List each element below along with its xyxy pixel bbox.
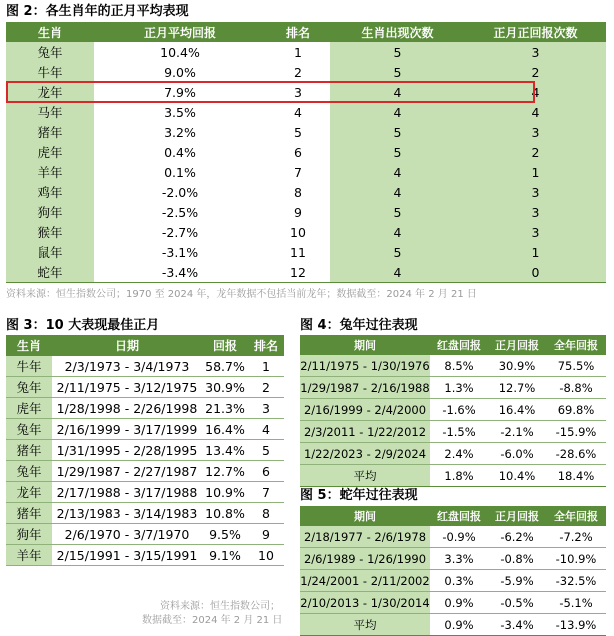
summary-cell: 18.4% xyxy=(546,465,606,487)
table-cell: 2/18/1977 - 2/6/1978 xyxy=(300,526,430,548)
table-row xyxy=(6,242,606,262)
table-row xyxy=(6,461,284,482)
fig5-header-cell: 全年回报 xyxy=(546,506,606,526)
table-cell: 兔年 xyxy=(6,461,52,482)
table-cell: 9.5% xyxy=(202,524,248,545)
table-cell: 龙年 xyxy=(6,82,94,102)
table-cell: 2/10/2013 - 1/30/2014 xyxy=(300,592,430,614)
table-row xyxy=(6,202,606,222)
table-cell: 羊年 xyxy=(6,162,94,182)
table-row xyxy=(6,377,284,398)
table-cell: 0 xyxy=(465,262,606,283)
table-cell: 2/6/1989 - 1/26/1990 xyxy=(300,548,430,570)
table-cell: 9.0% xyxy=(164,64,196,80)
table-cell: 58.7% xyxy=(202,356,248,377)
table-row xyxy=(300,399,606,421)
fig5-title: 图 5：蛇年过往表现 xyxy=(300,488,418,503)
table-cell: 0.9% xyxy=(430,592,488,614)
table-cell: 10.8% xyxy=(202,503,248,524)
table-cell: 1/22/2023 - 2/9/2024 xyxy=(300,443,430,465)
summary-cell: 1.8% xyxy=(430,465,488,487)
summary-cell: -3.4% xyxy=(488,614,546,636)
table-cell: 羊年 xyxy=(6,545,52,566)
table-cell: 5 xyxy=(330,202,465,222)
table-cell: -5.1% xyxy=(546,592,606,614)
table-cell: 4 xyxy=(465,102,606,122)
fig4-header-cell: 期间 xyxy=(300,335,430,355)
table-cell: 10 xyxy=(248,545,284,566)
table-row xyxy=(300,421,606,443)
table-cell: 1/29/1987 - 2/16/1988 xyxy=(300,377,430,399)
table-row xyxy=(6,482,284,503)
fig3-title: 图 3：10 大表现最佳正月 xyxy=(6,318,160,333)
table-cell: 4 xyxy=(330,182,465,202)
table-cell: 1/24/2001 - 2/11/2002 xyxy=(300,570,430,592)
table-cell: 4 xyxy=(330,262,465,283)
fig2-header-cell: 排名 xyxy=(266,22,330,42)
table-cell: 2/11/1975 - 3/12/1975 xyxy=(52,377,202,398)
table-cell: 2 xyxy=(294,64,302,80)
table-cell: 兔年 xyxy=(6,377,52,398)
fig3-source-line1: 资料来源：恒生指数公司； xyxy=(160,601,280,612)
table-cell: 7.9% xyxy=(164,84,196,100)
table-cell: 3 xyxy=(465,42,606,62)
table-cell: 5 xyxy=(248,440,284,461)
table-cell: 2/16/1999 - 2/4/2000 xyxy=(300,399,430,421)
table-cell: -1.5% xyxy=(430,421,488,443)
table-cell: 马年 xyxy=(6,102,94,122)
table-row xyxy=(6,142,606,162)
summary-cell: 10.4% xyxy=(488,465,546,487)
table-cell: 10.9% xyxy=(202,482,248,503)
fig3-table xyxy=(6,335,284,566)
table-cell: -1.6% xyxy=(430,399,488,421)
table-cell: 9 xyxy=(294,204,302,220)
table-cell: -2.1% xyxy=(488,421,546,443)
table-cell: 16.4% xyxy=(202,419,248,440)
table-row xyxy=(6,503,284,524)
table-row xyxy=(6,82,606,102)
table-cell: 1/28/1998 - 2/26/1998 xyxy=(52,398,202,419)
summary-cell: -13.9% xyxy=(546,614,606,636)
fig4-header-cell: 全年回报 xyxy=(546,335,606,355)
table-cell: -2.7% xyxy=(161,224,199,240)
table-row xyxy=(300,377,606,399)
table-cell: -0.9% xyxy=(430,526,488,548)
table-cell: 猪年 xyxy=(6,503,52,524)
table-row xyxy=(6,42,606,62)
table-cell: 6 xyxy=(294,144,302,160)
table-cell: 2/3/2011 - 1/22/2012 xyxy=(300,421,430,443)
fig3-header-cell: 生肖 xyxy=(6,335,52,356)
table-cell: 0.1% xyxy=(164,164,196,180)
table-cell: 2/17/1988 - 3/17/1988 xyxy=(52,482,202,503)
table-cell: 3 xyxy=(465,222,606,242)
table-cell: 5 xyxy=(330,242,465,262)
fig5-header-cell: 正月回报 xyxy=(488,506,546,526)
table-cell: 狗年 xyxy=(6,524,52,545)
fig2-source-note: 资料来源：恒生指数公司；1970 至 2024 年，龙年数据不包括当前龙年；数据截至：2024 年 2 月 21 日 xyxy=(6,289,477,300)
table-cell: 3.3% xyxy=(430,548,488,570)
table-row xyxy=(6,440,284,461)
table-cell: 2 xyxy=(465,142,606,162)
table-cell: -0.5% xyxy=(488,592,546,614)
table-cell: 4 xyxy=(465,82,606,102)
table-cell: 2/16/1999 - 3/17/1999 xyxy=(52,419,202,440)
fig3-header-cell: 日期 xyxy=(52,335,202,356)
fig4-header-cell: 正月回报 xyxy=(488,335,546,355)
table-cell: -32.5% xyxy=(546,570,606,592)
table-cell: 牛年 xyxy=(6,356,52,377)
fig2-table xyxy=(6,22,606,283)
table-cell: 1/29/1987 - 2/27/1987 xyxy=(52,461,202,482)
table-cell: 7 xyxy=(294,164,302,180)
table-row xyxy=(6,398,284,419)
table-cell: 1.3% xyxy=(430,377,488,399)
table-cell: 2/6/1970 - 3/7/1970 xyxy=(52,524,202,545)
table-cell: 10 xyxy=(290,224,306,240)
table-cell: 1 xyxy=(465,162,606,182)
table-cell: 11 xyxy=(290,244,306,260)
summary-cell: 平均 xyxy=(300,465,430,487)
table-cell: -6.2% xyxy=(488,526,546,548)
table-cell: 5 xyxy=(330,122,465,142)
fig4-title: 图 4：兔年过往表现 xyxy=(300,318,418,333)
table-cell: 2/11/1975 - 1/30/1976 xyxy=(300,355,430,377)
table-cell: -6.0% xyxy=(488,443,546,465)
fig5-table xyxy=(300,506,606,636)
table-cell: 9 xyxy=(248,524,284,545)
summary-row xyxy=(300,465,606,487)
fig2-header-row xyxy=(6,22,606,42)
table-cell: 龙年 xyxy=(6,482,52,503)
table-cell: -0.8% xyxy=(488,548,546,570)
table-row xyxy=(6,524,284,545)
table-cell: 1/31/1995 - 2/28/1995 xyxy=(52,440,202,461)
table-cell: 3 xyxy=(465,202,606,222)
table-cell: 5 xyxy=(330,42,465,62)
fig5-header-cell: 期间 xyxy=(300,506,430,526)
table-cell: -5.9% xyxy=(488,570,546,592)
fig2-header-cell: 生肖出现次数 xyxy=(330,22,465,42)
table-cell: 蛇年 xyxy=(6,262,94,283)
table-cell: 猴年 xyxy=(6,222,94,242)
fig4-header-row xyxy=(300,335,606,355)
table-cell: 0.4% xyxy=(164,144,196,160)
table-cell: 2/15/1991 - 3/15/1991 xyxy=(52,545,202,566)
table-cell: -10.9% xyxy=(546,548,606,570)
table-cell: -8.8% xyxy=(546,377,606,399)
table-cell: 4 xyxy=(330,162,465,182)
table-row xyxy=(6,182,606,202)
table-cell: 4 xyxy=(294,104,302,120)
table-cell: -3.1% xyxy=(161,244,199,260)
table-cell: 7 xyxy=(248,482,284,503)
fig3-header-row xyxy=(6,335,284,356)
table-row xyxy=(6,419,284,440)
table-cell: 3.5% xyxy=(164,104,196,120)
table-cell: 5 xyxy=(330,62,465,82)
fig2-header-cell: 生肖 xyxy=(6,22,94,42)
table-cell: 5 xyxy=(330,142,465,162)
table-cell: 3 xyxy=(294,84,302,100)
table-cell: 2/13/1983 - 3/14/1983 xyxy=(52,503,202,524)
summary-cell: 平均 xyxy=(300,614,430,636)
table-cell: -15.9% xyxy=(546,421,606,443)
table-row xyxy=(300,592,606,614)
table-cell: -3.4% xyxy=(94,262,266,283)
table-cell: 16.4% xyxy=(488,399,546,421)
table-row xyxy=(6,122,606,142)
table-cell: 12 xyxy=(266,262,330,283)
table-cell: 30.9% xyxy=(202,377,248,398)
table-cell: 6 xyxy=(248,461,284,482)
summary-row xyxy=(300,614,606,636)
fig5-header-cell: 红盘回报 xyxy=(430,506,488,526)
table-row xyxy=(6,356,284,377)
table-cell: 30.9% xyxy=(488,355,546,377)
table-row xyxy=(300,548,606,570)
table-cell: 虎年 xyxy=(6,142,94,162)
table-cell: 9.1% xyxy=(202,545,248,566)
table-row xyxy=(300,570,606,592)
fig2-header-cell: 正月正回报次数 xyxy=(465,22,606,42)
table-cell: 5 xyxy=(294,124,302,140)
table-cell: 2 xyxy=(465,62,606,82)
table-row xyxy=(300,443,606,465)
table-cell: -28.6% xyxy=(546,443,606,465)
table-cell: 10.4% xyxy=(160,44,200,60)
fig4-table xyxy=(300,335,606,487)
table-cell: 2/3/1973 - 3/4/1973 xyxy=(52,356,202,377)
fig3-header-cell: 回报 xyxy=(202,335,248,356)
summary-cell: 0.9% xyxy=(430,614,488,636)
table-cell: 虎年 xyxy=(6,398,52,419)
table-cell: 3.2% xyxy=(164,124,196,140)
table-cell: 1 xyxy=(294,44,302,60)
table-cell: 1 xyxy=(465,242,606,262)
table-row xyxy=(6,262,606,283)
fig4-header-cell: 红盘回报 xyxy=(430,335,488,355)
table-cell: 4 xyxy=(330,102,465,122)
table-cell: 4 xyxy=(330,222,465,242)
table-cell: 13.4% xyxy=(202,440,248,461)
table-row xyxy=(6,545,284,566)
table-cell: 猪年 xyxy=(6,122,94,142)
table-cell: 狗年 xyxy=(6,202,94,222)
table-cell: 3 xyxy=(465,182,606,202)
table-cell: 12.7% xyxy=(202,461,248,482)
fig3-source-line2: 数据截至：2024 年 2 月 21 日 xyxy=(142,615,283,626)
table-cell: 8 xyxy=(294,184,302,200)
table-cell: 69.8% xyxy=(546,399,606,421)
table-cell: 21.3% xyxy=(202,398,248,419)
table-cell: 8 xyxy=(248,503,284,524)
table-cell: 牛年 xyxy=(6,62,94,82)
table-cell: 3 xyxy=(465,122,606,142)
fig2-header-cell: 正月平均回报 xyxy=(94,22,266,42)
table-cell: 鸡年 xyxy=(6,182,94,202)
table-row xyxy=(300,355,606,377)
fig3-header-cell: 排名 xyxy=(248,335,284,356)
table-cell: -7.2% xyxy=(546,526,606,548)
table-row xyxy=(6,162,606,182)
table-cell: -2.0% xyxy=(161,184,199,200)
table-cell: 3 xyxy=(248,398,284,419)
table-cell: 兔年 xyxy=(6,419,52,440)
table-cell: 12.7% xyxy=(488,377,546,399)
table-row xyxy=(6,222,606,242)
table-cell: 猪年 xyxy=(6,440,52,461)
table-cell: 4 xyxy=(248,419,284,440)
table-cell: 2 xyxy=(248,377,284,398)
fig2-title: 图 2：各生肖年的正月平均表现 xyxy=(6,4,189,19)
table-cell: 8.5% xyxy=(430,355,488,377)
table-row xyxy=(300,526,606,548)
table-cell: 1 xyxy=(248,356,284,377)
table-cell: 0.3% xyxy=(430,570,488,592)
table-cell: -2.5% xyxy=(161,204,199,220)
table-cell: 75.5% xyxy=(546,355,606,377)
table-cell: 兔年 xyxy=(6,42,94,62)
table-cell: 4 xyxy=(330,82,465,102)
table-cell: 鼠年 xyxy=(6,242,94,262)
table-cell: 2.4% xyxy=(430,443,488,465)
table-row xyxy=(6,62,606,82)
fig5-header-row xyxy=(300,506,606,526)
table-row xyxy=(6,102,606,122)
